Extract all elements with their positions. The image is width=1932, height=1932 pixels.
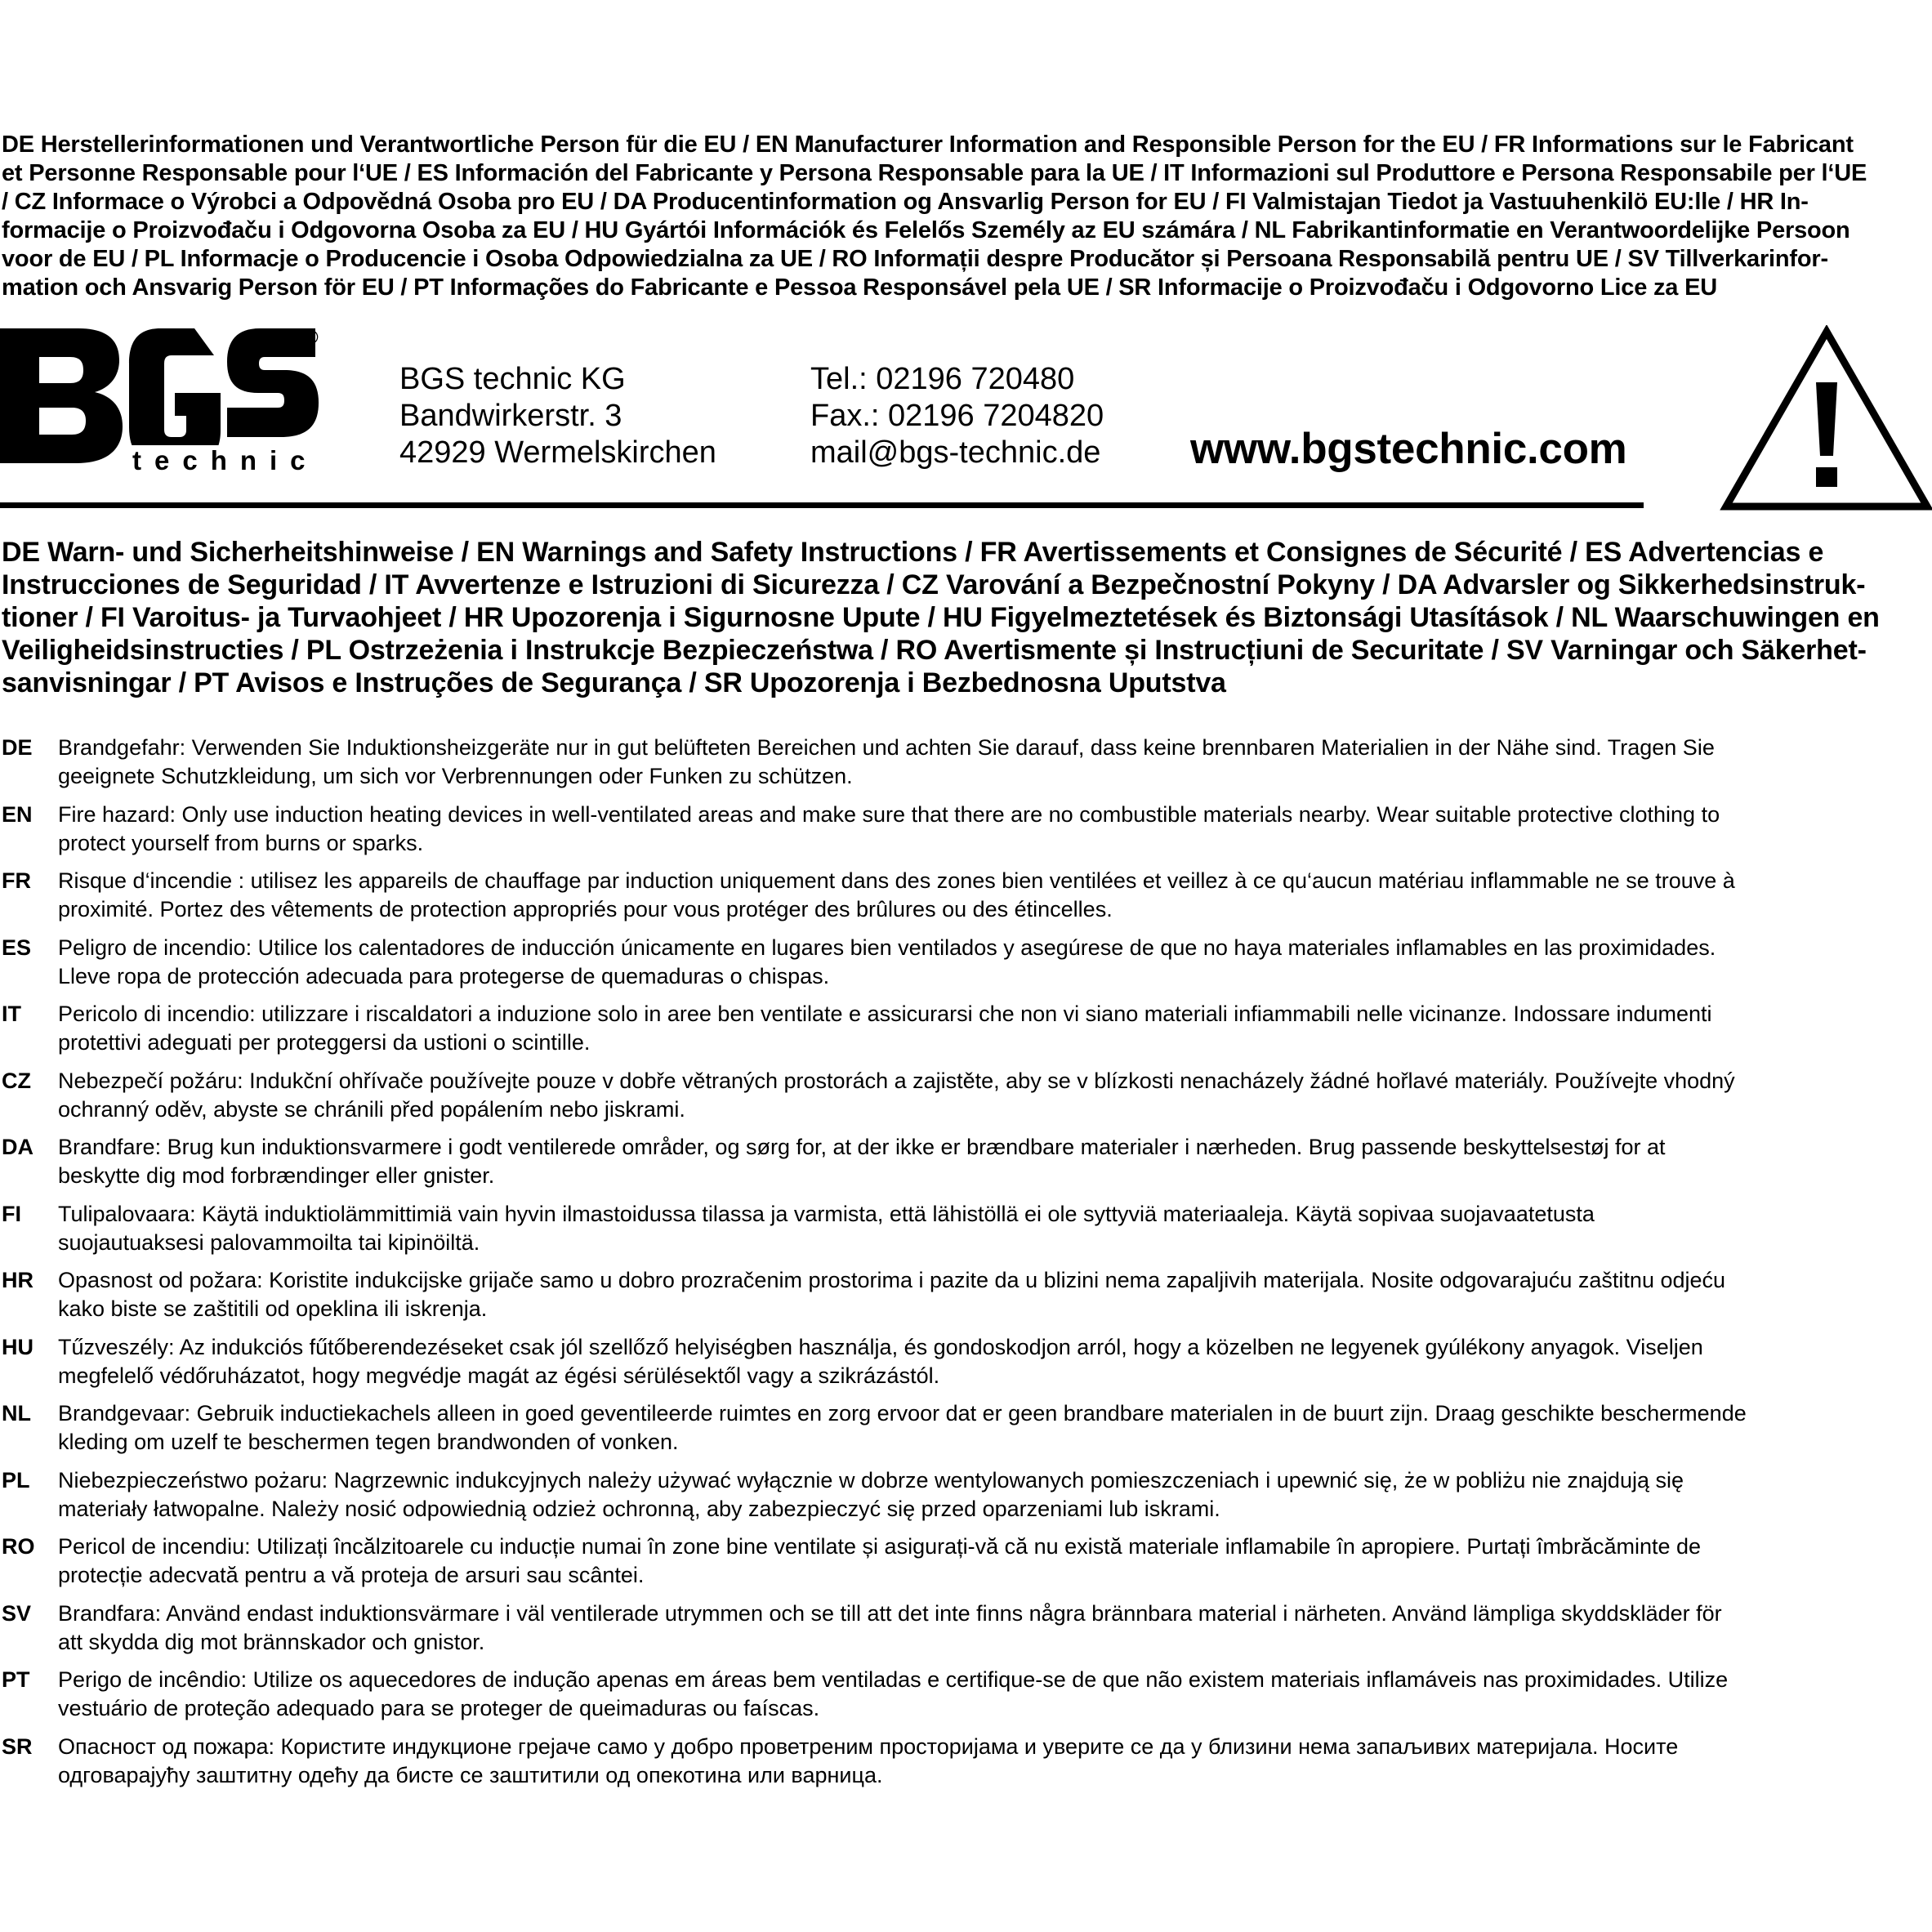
registered-mark: ® [304,327,319,349]
safety-text [58,1133,1930,1190]
warnings-heading [2,536,1928,699]
safety-text [58,1666,1930,1723]
contact-tel: Tel.: 02196 720480 [810,362,1075,396]
safety-item [0,734,1930,801]
warning-triangle-icon [1720,325,1932,513]
safety-text-line: megfelelő védőruházatot, hogy megvédje magát az égési sérülésektől vagy a szikrázástól. [58,1363,940,1388]
safety-text-line: suojautuaksesi palovammoilta tai kipinöiltä. [58,1229,480,1255]
safety-text [58,934,1930,991]
language-code: FR [2,868,31,893]
safety-text [58,1266,1930,1323]
heading-line: et Personne Responsable pour l‘UE / ES Información del Fabricante y Persona Responsable para la UE / IT Informazioni sul Produttore e Persona Responsabile per l‘UE [2,160,1867,186]
safety-text-line: Fire hazard: Only use induction heating devices in well-ventilated areas and make sure that there are no combustible materials nearby. Wear suitable protective clothing to [58,801,1720,827]
safety-item [0,1067,1930,1134]
language-code: PT [2,1667,30,1692]
safety-text [58,1067,1930,1124]
heading-line: tioner / FI Varoitus- ja Turvaohjeet / HR Upozorenja i Sigurnosne Upute / HU Figyelmeztetések és Biztonsági Utasítások / NL Waarschuwingen en [2,602,1880,633]
safety-item [0,1133,1930,1200]
manufacturer-info-heading [2,131,1928,302]
safety-text [58,734,1930,791]
language-code: SR [2,1733,33,1759]
safety-instructions-list [0,734,1930,1799]
heading-line: formacije o Proizvođaču i Odgovorna Osoba za EU / HU Gyártói Információk és Felelős Személy az EU számára / NL Fabrikantinformatie en Verantwoordelijke Persoon [2,217,1850,243]
safety-text-line: geeignete Schutzkleidung, um sich vor Verbrennungen oder Funken zu schützen. [58,764,853,788]
safety-text [58,1466,1930,1524]
company-street: Bandwirkerstr. 3 [399,399,622,433]
website-url: www.bgstechnic.com [1190,425,1627,473]
safety-text-line: Opasnost od požara: Koristite indukcijske grijače samo u dobro prozračenim prostorima i pazite da u blizini nema zapaljivih materijala. Nosite odgovarajuću zaštitnu odjeću [58,1268,1726,1292]
safety-item [0,1733,1930,1800]
safety-text-line: kleding om uzelf te beschermen tegen brandwonden of vonken. [58,1430,679,1454]
safety-text-line: vestuário de proteção adequado para se proteger de queimaduras ou faíscas. [58,1696,820,1720]
language-code: ES [2,935,32,960]
safety-text-line: Pericolo di incendio: utilizzare i riscaldatori a induzione solo in aree ben ventilate e assicurarsi che non vi siano materiali infiammabili nelle vicinanze. Indossare indumenti [58,1002,1712,1026]
company-contact [810,361,1104,471]
heading-line: voor de EU / PL Informacje o Producencie i Osoba Odpowiedzialna za UE / RO Informații despre Producător și Persoana Responsabilă pentru UE / SV Tillverkarinfor- [2,246,1828,272]
heading-line: Veiligheidsinstructies / PL Ostrzeżenia i Instrukcje Bezpieczeństwa / RO Avertismente și Instrucțiuni de Securitate / SV Varningar och Säkerhet- [2,635,1867,666]
safety-text-line: materiały łatwopalne. Należy nosić odpowiednią odzież ochronną, aby zabezpieczyć się przed oparzeniami lub iskrami. [58,1496,1220,1521]
company-address [399,361,716,471]
safety-item [0,867,1930,934]
safety-text-line: Niebezpieczeństwo pożaru: Nagrzewnic indukcyjnych należy używać wyłącznie w dobrze wentylowanych pomieszczeniach i upewnić się, że w pobliżu nie znajdują się [58,1467,1684,1493]
safety-text-line: protect yourself from burns or sparks. [58,830,424,855]
language-code: DE [2,735,33,760]
safety-text-line: att skydda dig mot brännskador och gnistor. [58,1629,485,1654]
safety-item [0,1600,1930,1667]
language-code: FI [2,1201,21,1226]
safety-text [58,1533,1930,1590]
safety-text [58,1733,1930,1790]
safety-text-line: Brandgevaar: Gebruik inductiekachels alleen in goed geventileerde ruimtes en zorg ervoor dat er geen brandbare materialen in de buurt zijn. Draag geschikte beschermende [58,1401,1747,1426]
safety-text [58,867,1930,924]
safety-item [0,934,1930,1001]
contact-fax: Fax.: 02196 7204820 [810,399,1104,433]
bgs-logo [0,323,320,478]
safety-text-line: kako biste se zaštitili od opeklina ili iskrenja. [58,1296,488,1321]
logo-technic-text: technic [132,445,319,475]
safety-text-line: одговарајућу заштитну одећу да бисте се заштитили од опекотина или варница. [58,1762,883,1787]
safety-text-line: protecție adecvată pentru a vă proteja de arsuri sau scântei. [58,1563,645,1587]
heading-line: mation och Ansvarig Person för EU / PT Informações do Fabricante e Pessoa Responsável pela UE / SR Informacije o Proizvođaču i Odgovorno Lice za EU [2,274,1717,301]
safety-text-line: Brandgefahr: Verwenden Sie Induktionsheizgeräte nur in gut belüfteten Bereichen und achten Sie darauf, dass keine brennbaren Materialien in der Nähe sind. Tragen Sie [58,735,1715,760]
heading-line: Instrucciones de Seguridad / IT Avvertenze e Istruzioni di Sicurezza / CZ Varování a Bezpečnostní Pokyny / DA Advarsler og Sikkerhedsinstruk- [2,569,1866,600]
safety-text [58,1333,1930,1390]
header-divider [0,502,1644,508]
heading-line: DE Herstellerinformationen und Verantwortliche Person für die EU / EN Manufacturer Information and Responsible Person for the EU / FR Informations sur le Fabricant [2,132,1854,158]
safety-item [0,1333,1930,1400]
safety-text-line: protettivi adeguati per proteggersi da ustioni o scintille. [58,1030,591,1055]
language-code: EN [2,801,33,827]
language-code: DA [2,1135,33,1159]
safety-item [0,801,1930,868]
safety-text-line: Perigo de incêndio: Utilize os aquecedores de indução apenas em áreas bem ventiladas e certifique-se de que não existem materiais inflamáveis nas proximidades. Utilize [58,1667,1729,1692]
language-code: PL [2,1467,30,1493]
language-code: NL [2,1401,31,1426]
safety-item [0,1666,1930,1733]
heading-line: / CZ Informace o Výrobci a Odpovědná Osoba pro EU / DA Producentinformation og Ansvarlig Person for EU / FI Valmistajan Tiedot ja Vastuuhenkilö EU:lle / HR In- [2,189,1809,215]
safety-text-line: Tűzveszély: Az indukciós fűtőberendezéseket csak jól szellőző helyiségben használja, és gondoskodjon arról, hogy a közelben ne legyenek gyúlékony anyagok. Viseljen [58,1334,1703,1359]
safety-text-line: Peligro de incendio: Utilice los calentadores de inducción únicamente en lugares bien ventilados y asegúrese de que no haya materiales inflamables en las proximidades. [58,935,1716,960]
language-code: HR [2,1268,33,1292]
heading-line: sanvisningar / PT Avisos e Instruções de Segurança / SR Upozorenja i Bezbednosna Uputstva [2,667,1226,698]
safety-text [58,1399,1930,1457]
safety-item [0,1000,1930,1067]
safety-item [0,1399,1930,1466]
company-city: 42929 Wermelskirchen [399,435,716,470]
contact-mail: mail@bgs-technic.de [810,435,1101,470]
safety-text-line: beskytte dig mod forbrændinger eller gnister. [58,1163,495,1188]
heading-line: DE Warn- und Sicherheitshinweise / EN Warnings and Safety Instructions / FR Avertissements et Consignes de Sécurité / ES Advertencias e [2,537,1824,568]
safety-text-line: Pericol de incendiu: Utilizați încălzitoarele cu inducție numai în zone bine ventilate și asigurați-vă că nu există materiale inflamabile în apropiere. Purtați îmbrăcăminte de [58,1534,1702,1559]
safety-text-line: proximité. Portez des vêtements de protection appropriés pour vous protéger des brûlures ou des étincelles. [58,897,1113,921]
language-code: CZ [2,1068,31,1093]
safety-text-line: Опасност од пожара: Користите индукционе грејаче само у добро проветреним просторијама и уверите се да у близини нема запаљивих материјала. Носите [58,1733,1679,1759]
company-name: BGS technic KG [399,362,626,396]
safety-text-line: ochranný oděv, abyste se chránili před popálením nebo jiskrami. [58,1096,685,1122]
safety-item [0,1200,1930,1267]
safety-text-line: Tulipalovaara: Käytä induktiolämmittimiä vain hyvin ilmastoidussa tilassa ja varmista, että lähistöllä ei ole syttyviä materiaaleja. Käytä sopivaa suojavaatetusta [58,1201,1595,1226]
language-code: IT [2,1002,21,1026]
safety-text [58,1000,1930,1057]
safety-text-line: Nebezpečí požáru: Indukční ohřívače používejte pouze v dobře větraných prostorách a zajistěte, aby se v blízkosti nenacházely žádné hořlavé materiály. Používejte vhodný [58,1068,1735,1093]
language-code: SV [2,1600,32,1626]
safety-text [58,801,1930,858]
safety-text-line: Lleve ropa de protección adecuada para protegerse de quemaduras o chispas. [58,963,830,988]
safety-text-line: Brandfare: Brug kun induktionsvarmere i godt ventilerede områder, og sørg for, at der ikke er brændbare materialer i nærheden. Brug passende beskyttelsestøj for at [58,1135,1666,1159]
safety-text-line: Risque d‘incendie : utilisez les appareils de chauffage par induction uniquement dans des zones bien ventilées et veillez à ce qu‘aucun matériau inflammable ne se trouve à [58,868,1735,893]
safety-item [0,1466,1930,1533]
safety-item [0,1533,1930,1600]
safety-text-line: Brandfara: Använd endast induktionsvärmare i väl ventilerade utrymmen och se till att det inte finns några brännbara material i närheten. Använd lämpliga skyddskläder för [58,1600,1722,1626]
safety-text [58,1200,1930,1257]
safety-item [0,1266,1930,1333]
language-code: HU [2,1334,33,1359]
language-code: RO [2,1534,35,1559]
safety-text [58,1600,1930,1657]
